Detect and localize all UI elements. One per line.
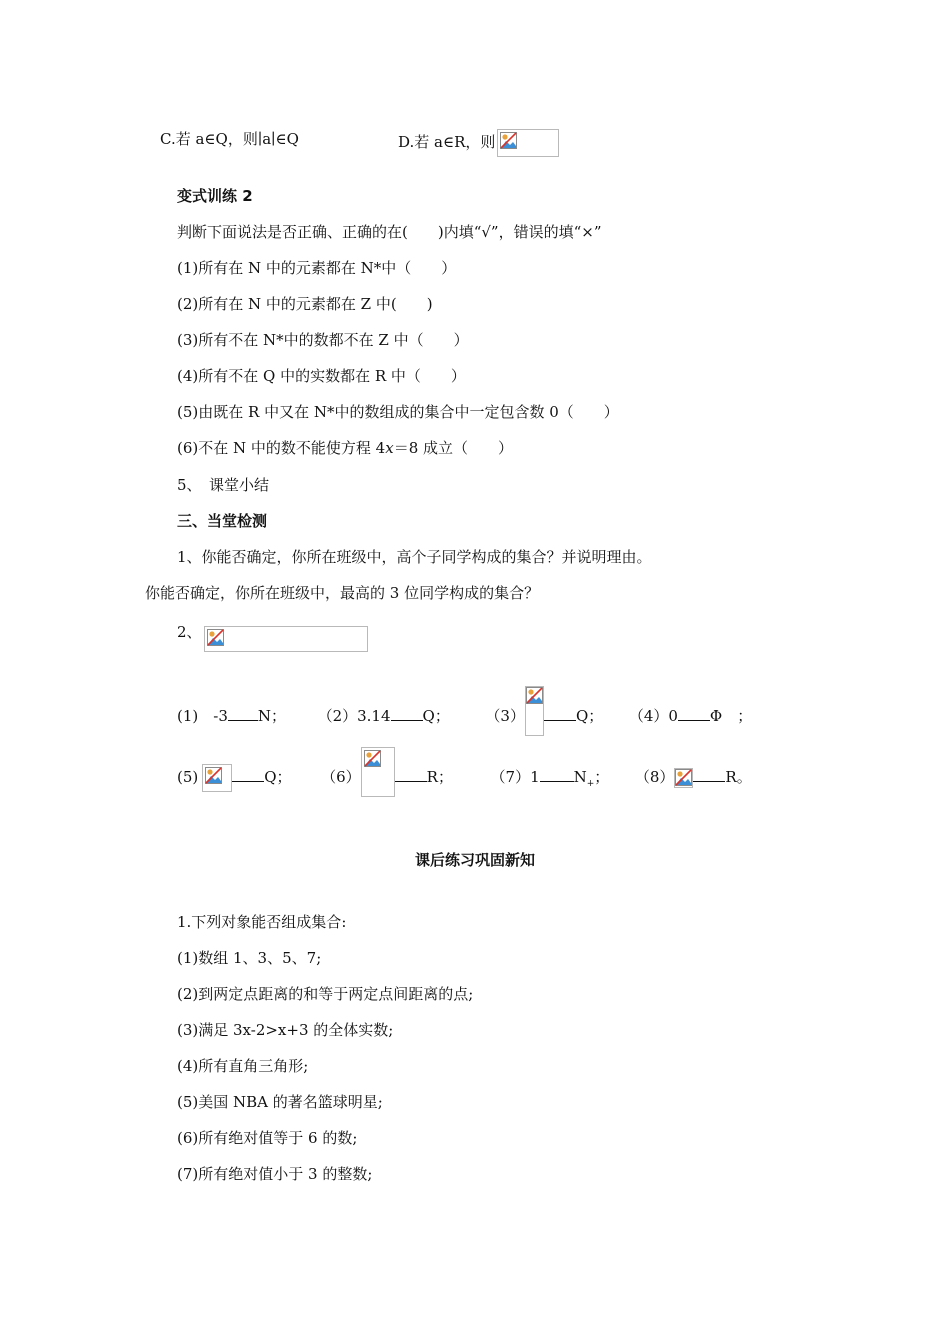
answer-blank [391, 706, 423, 721]
list-item: (1)数组 1、3、5、7; [177, 949, 322, 967]
broken-image-icon [497, 129, 559, 157]
option-d: D.若 a∈R，则 [398, 129, 559, 157]
answer-blank [232, 767, 264, 782]
fill-row-1: (1) -3 N； （2）3.14 Q； （3） Q； （4）0 Φ ； [177, 692, 752, 742]
section-title: 三、当堂检测 [177, 512, 268, 530]
broken-image-icon [202, 764, 232, 792]
broken-image-icon [204, 626, 368, 652]
question-1-line-1: 1、你能否确定，你所在班级中，高个子同学构成的集合？并说明理由。 [177, 548, 652, 566]
list-item: (6)不在 N 中的数不能使方程 4x＝8 成立（ ） [177, 439, 514, 457]
answer-blank [693, 767, 725, 782]
variant-training-title: 变式训练 2 [177, 187, 253, 205]
list-item: (6)所有绝对值等于 6 的数; [177, 1129, 358, 1147]
list-item: (7)所有绝对值小于 3 的整数; [177, 1165, 373, 1183]
broken-image-icon [361, 747, 395, 797]
variant-training-intro: 判断下面说法是否正确、正确的在( )内填“√”，错误的填“×” [177, 223, 602, 241]
question-1-line-2: 你能否确定，你所在班级中，最高的 3 位同学构成的集合？ [145, 584, 540, 602]
answer-blank [395, 767, 427, 782]
answer-blank [544, 706, 576, 721]
list-item: (5)美国 NBA 的著名篮球明星; [177, 1093, 383, 1111]
list-item: (4)所有不在 Q 中的实数都在 R 中（ ） [177, 367, 466, 385]
list-item: (1)所有在 N 中的元素都在 N*中（ ） [177, 259, 457, 277]
answer-blank [540, 767, 574, 782]
list-item: (2)所有在 N 中的元素都在 Z 中( ) [177, 295, 433, 313]
fill-row-2: (5) Q； （6） R； （7）1 $N_+$； （8） R。 [177, 753, 752, 803]
option-c: C.若 a∈Q，则∣a∣∈Q [160, 130, 299, 148]
answer-blank [678, 706, 710, 721]
class-summary: 5、 课堂小结 [177, 476, 270, 494]
broken-image-icon [674, 768, 693, 788]
broken-image-icon [525, 686, 544, 736]
question-2: 2、 [177, 620, 368, 646]
list-item: (5)由既在 R 中又在 N*中的数组成的集合中一定包含数 0（ ） [177, 403, 619, 421]
list-item: (2)到两定点距离的和等于两定点间距离的点; [177, 985, 474, 1003]
list-item: (3)所有不在 N*中的数都不在 Z 中（ ） [177, 331, 469, 349]
list-item: (4)所有直角三角形; [177, 1057, 309, 1075]
answer-blank [228, 706, 258, 721]
after-class-intro: 1.下列对象能否组成集合: [177, 913, 347, 931]
list-item: (3)满足 3x-2>x+3 的全体实数; [177, 1021, 394, 1039]
after-class-title: 课后练习巩固新知 [414, 851, 535, 869]
